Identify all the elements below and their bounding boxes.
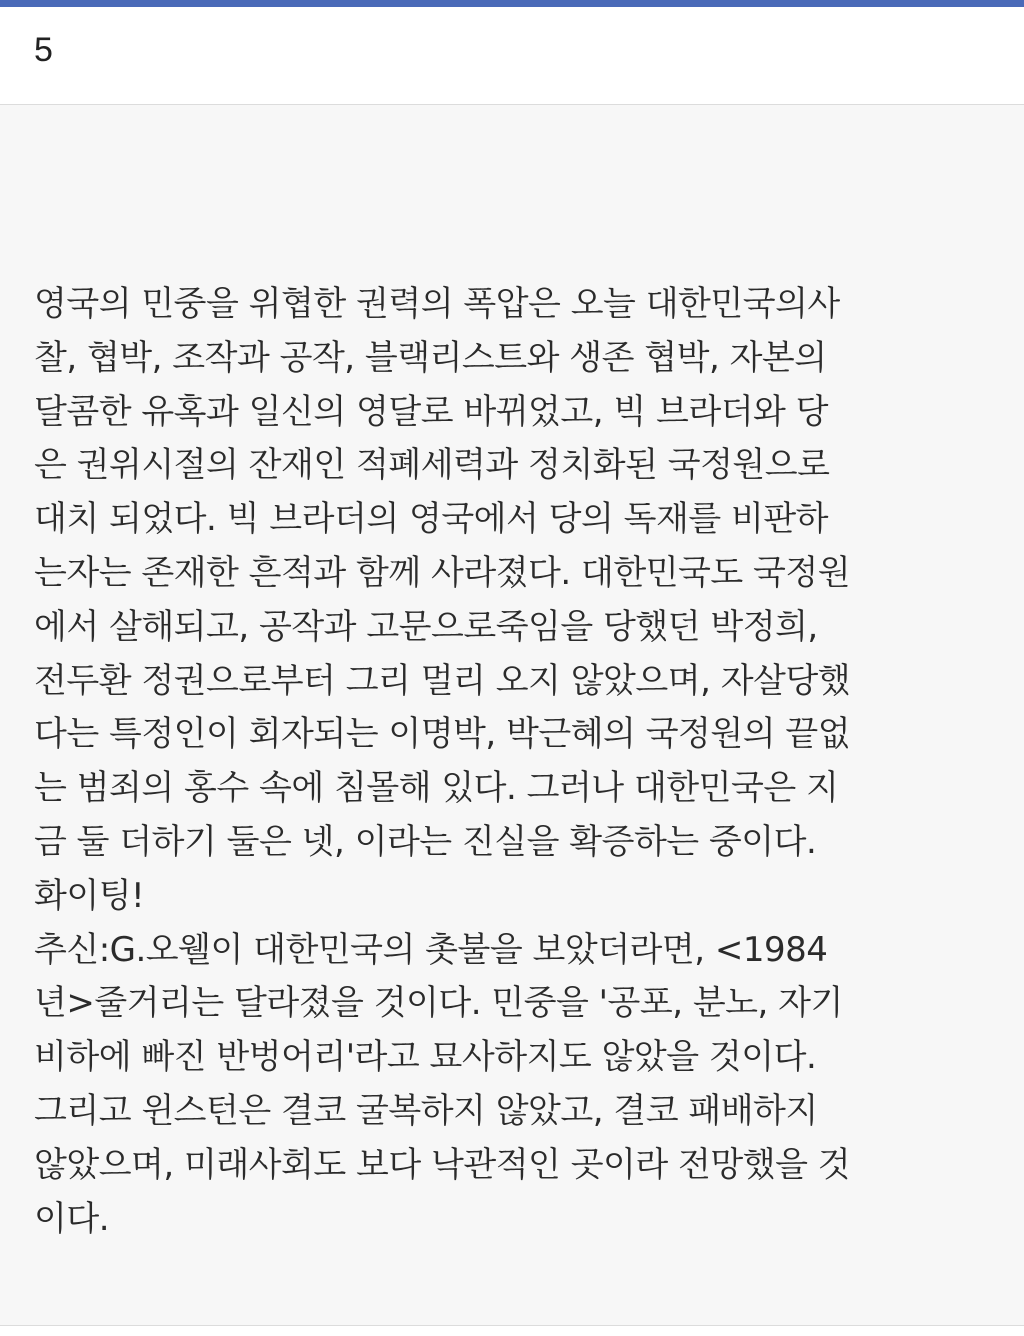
text-line: 않았으며, 미래사회도 보다 낙관적인 곳이라 전망했을 것	[34, 1144, 851, 1185]
text-line: 는자는 존재한 흔적과 함께 사라졌다. 대한민국도 국정원	[34, 552, 851, 593]
text-line: 대치 되었다. 빅 브라더의 영국에서 당의 독재를 비판하	[34, 499, 829, 540]
text-line: 이다.	[34, 1198, 109, 1239]
page-number: 5	[34, 31, 53, 69]
text-line: 다는 특정인이 회자되는 이명박, 박근혜의 국정원의 끝없	[34, 714, 851, 755]
text-line: 은 권위시절의 잔재인 적폐세력과 정치화된 국정원으로	[34, 445, 830, 486]
text-line: 추신:G.오웰이 대한민국의 촛불을 보았더라면, <1984	[34, 929, 828, 970]
text-line: 년>줄거리는 달라졌을 것이다. 민중을 '공포, 분노, 자기	[34, 983, 843, 1024]
text-line: 그리고 윈스턴은 결코 굴복하지 않았고, 결코 패배하지	[34, 1090, 818, 1131]
text-line: 에서 살해되고, 공작과 고문으로죽임을 당했던 박정희,	[34, 606, 818, 647]
text-line: 전두환 정권으로부터 그리 멀리 오지 않았으며, 자살당했	[34, 660, 851, 701]
text-line: 화이팅!	[34, 875, 145, 916]
bottom-divider	[0, 1325, 1024, 1336]
text-line: 는 범죄의 홍수 속에 침몰해 있다. 그러나 대한민국은 지	[34, 768, 839, 809]
text-line: 달콤한 유혹과 일신의 영달로 바뀌었고, 빅 브라더와 당	[34, 391, 829, 432]
text-line: 영국의 민중을 위협한 권력의 폭압은 오늘 대한민국의사	[34, 284, 840, 324]
text-line: 금 둘 더하기 둘은 넷, 이라는 진실을 확증하는 중이다.	[34, 821, 817, 862]
text-line: 비하에 빠진 반벙어리'라고 묘사하지도 않았을 것이다.	[34, 1037, 817, 1078]
text-line: 찰, 협박, 조작과 공작, 블랙리스트와 생존 협박, 자본의	[34, 337, 827, 378]
page-header	[0, 7, 1024, 105]
body-text	[34, 278, 994, 1246]
top-accent-bar	[0, 0, 1024, 7]
